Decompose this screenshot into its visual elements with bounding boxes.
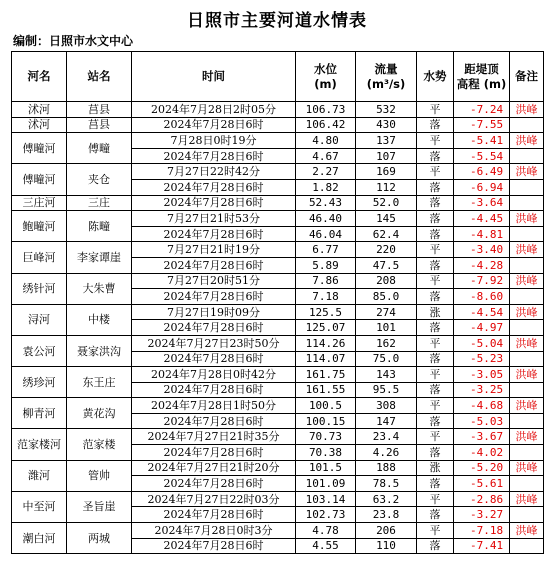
table-row (12, 460, 544, 476)
cell-note: 洪峰 (510, 273, 544, 289)
cell-trend: 平 (417, 491, 454, 507)
cell-trend: 落 (417, 226, 454, 242)
cell-trend: 落 (417, 195, 454, 211)
cell-time: 2024年7月27日21时20分 (132, 460, 296, 476)
cell-level: 1.82 (296, 179, 356, 195)
cell-level: 46.40 (296, 211, 356, 227)
cell-note: 洪峰 (510, 211, 544, 227)
cell-level: 4.55 (296, 538, 356, 554)
cell-flow: 23.4 (356, 429, 417, 445)
cell-distance: -7.18 (454, 523, 510, 539)
cell-time: 2024年7月28日1时50分 (132, 398, 296, 414)
cell-distance: -7.24 (454, 102, 510, 118)
cell-time: 2024年7月28日6时 (132, 226, 296, 242)
cell-note (510, 476, 544, 492)
cell-river: 绣珍河 (12, 367, 67, 398)
cell-distance: -5.23 (454, 351, 510, 367)
cell-time: 2024年7月27日21时35分 (132, 429, 296, 445)
cell-trend: 平 (417, 102, 454, 118)
cell-distance: -4.45 (454, 211, 510, 227)
cell-trend: 落 (417, 538, 454, 554)
cell-level: 4.80 (296, 133, 356, 149)
cell-flow: 110 (356, 538, 417, 554)
cell-note: 洪峰 (510, 398, 544, 414)
cell-note (510, 445, 544, 461)
cell-flow: 532 (356, 102, 417, 118)
cell-time: 7月27日21时19分 (132, 242, 296, 258)
cell-distance: -3.05 (454, 367, 510, 383)
cell-trend: 落 (417, 382, 454, 398)
cell-flow: 62.4 (356, 226, 417, 242)
cell-flow: 52.0 (356, 195, 417, 211)
header-flow (356, 52, 417, 102)
cell-note: 洪峰 (510, 304, 544, 320)
cell-note: 洪峰 (510, 335, 544, 351)
header-trend: 水势 (417, 52, 454, 102)
cell-time: 2024年7月28日0时42分 (132, 367, 296, 383)
table-row (12, 211, 544, 227)
cell-flow: 162 (356, 335, 417, 351)
cell-flow: 208 (356, 273, 417, 289)
compiler-label: 编制：日照市水文中心 (13, 34, 134, 48)
cell-trend: 落 (417, 413, 454, 429)
cell-distance: -7.55 (454, 117, 510, 133)
table-row (12, 335, 544, 351)
cell-river: 三庄河 (12, 195, 67, 211)
cell-distance: -7.41 (454, 538, 510, 554)
cell-level: 4.67 (296, 148, 356, 164)
cell-level: 7.86 (296, 273, 356, 289)
cell-time: 7月27日19时09分 (132, 304, 296, 320)
cell-station: 大朱曹 (67, 273, 132, 304)
cell-time: 2024年7月28日6时 (132, 320, 296, 336)
table-row (12, 304, 544, 320)
cell-distance: -4.28 (454, 257, 510, 273)
cell-level: 103.14 (296, 491, 356, 507)
cell-distance: -5.41 (454, 133, 510, 149)
table-row (12, 133, 544, 149)
cell-level: 114.26 (296, 335, 356, 351)
cell-time: 2024年7月27日23时50分 (132, 335, 296, 351)
table-row (12, 367, 544, 383)
table-row (12, 195, 544, 211)
cell-level: 125.07 (296, 320, 356, 336)
cell-time: 2024年7月28日6时 (132, 445, 296, 461)
cell-level: 4.78 (296, 523, 356, 539)
header-river: 河名 (12, 52, 67, 102)
cell-level: 7.18 (296, 289, 356, 305)
cell-distance: -6.49 (454, 164, 510, 180)
cell-distance: -8.60 (454, 289, 510, 305)
cell-note: 洪峰 (510, 429, 544, 445)
cell-note (510, 351, 544, 367)
cell-station: 陈疃 (67, 211, 132, 242)
cell-trend: 落 (417, 257, 454, 273)
cell-distance: -5.20 (454, 460, 510, 476)
table-row (12, 523, 544, 539)
cell-distance: -4.54 (454, 304, 510, 320)
table-row (12, 164, 544, 180)
cell-distance: -4.97 (454, 320, 510, 336)
cell-flow: 107 (356, 148, 417, 164)
cell-flow: 169 (356, 164, 417, 180)
cell-distance: -3.40 (454, 242, 510, 258)
cell-trend: 平 (417, 273, 454, 289)
table-row (12, 117, 544, 133)
cell-station: 三庄 (67, 195, 132, 211)
page-title: 日照市主要河道水情表 (187, 11, 367, 31)
cell-trend: 落 (417, 179, 454, 195)
cell-trend: 落 (417, 320, 454, 336)
header-level-line2: (m) (314, 76, 337, 91)
cell-level: 106.73 (296, 102, 356, 118)
cell-level: 102.73 (296, 507, 356, 523)
table-row (12, 273, 544, 289)
cell-flow: 4.26 (356, 445, 417, 461)
cell-level: 101.5 (296, 460, 356, 476)
cell-time: 7月27日22时42分 (132, 164, 296, 180)
cell-river: 范家楼河 (12, 429, 67, 460)
cell-station: 圣旨崖 (67, 491, 132, 522)
cell-flow: 143 (356, 367, 417, 383)
cell-flow: 188 (356, 460, 417, 476)
table-row (12, 429, 544, 445)
cell-note (510, 538, 544, 554)
header-note: 备注 (510, 52, 544, 102)
cell-river: 鲍疃河 (12, 211, 67, 242)
header-level (296, 52, 356, 102)
cell-time: 2024年7月28日6时 (132, 476, 296, 492)
cell-time: 2024年7月28日6时 (132, 507, 296, 523)
cell-station: 东王庄 (67, 367, 132, 398)
cell-level: 2.27 (296, 164, 356, 180)
cell-note: 洪峰 (510, 242, 544, 258)
cell-distance: -3.27 (454, 507, 510, 523)
cell-flow: 85.0 (356, 289, 417, 305)
cell-time: 7月27日21时53分 (132, 211, 296, 227)
cell-note: 洪峰 (510, 133, 544, 149)
table-row (12, 242, 544, 258)
cell-trend: 落 (417, 117, 454, 133)
cell-distance: -3.64 (454, 195, 510, 211)
cell-flow: 220 (356, 242, 417, 258)
cell-station: 莒县 (67, 117, 132, 133)
cell-level: 114.07 (296, 351, 356, 367)
cell-time: 2024年7月28日6时 (132, 289, 296, 305)
cell-time: 2024年7月28日6时 (132, 179, 296, 195)
cell-time: 2024年7月28日6时 (132, 117, 296, 133)
cell-time: 2024年7月28日6时 (132, 413, 296, 429)
cell-distance: -3.67 (454, 429, 510, 445)
cell-note (510, 195, 544, 211)
cell-note (510, 226, 544, 242)
cell-level: 5.89 (296, 257, 356, 273)
cell-flow: 23.8 (356, 507, 417, 523)
cell-river: 巨峰河 (12, 242, 67, 273)
cell-station: 范家楼 (67, 429, 132, 460)
cell-station: 傅疃 (67, 133, 132, 164)
header-time: 时间 (132, 52, 296, 102)
cell-flow: 95.5 (356, 382, 417, 398)
cell-time: 7月28日0时19分 (132, 133, 296, 149)
cell-trend: 落 (417, 289, 454, 305)
cell-note (510, 148, 544, 164)
cell-trend: 涨 (417, 304, 454, 320)
cell-time: 2024年7月28日6时 (132, 195, 296, 211)
cell-time: 2024年7月28日6时 (132, 148, 296, 164)
cell-time: 2024年7月28日6时 (132, 382, 296, 398)
cell-trend: 落 (417, 351, 454, 367)
cell-flow: 206 (356, 523, 417, 539)
cell-flow: 47.5 (356, 257, 417, 273)
cell-level: 161.55 (296, 382, 356, 398)
cell-note: 洪峰 (510, 523, 544, 539)
cell-flow: 75.0 (356, 351, 417, 367)
cell-trend: 涨 (417, 460, 454, 476)
cell-distance: -5.54 (454, 148, 510, 164)
cell-level: 70.73 (296, 429, 356, 445)
cell-station: 黄花沟 (67, 398, 132, 429)
table-header-row (12, 52, 544, 102)
cell-station: 聂家洪沟 (67, 335, 132, 366)
cell-river: 中至河 (12, 491, 67, 522)
cell-note (510, 507, 544, 523)
cell-level: 100.5 (296, 398, 356, 414)
cell-note (510, 382, 544, 398)
table-row (12, 102, 544, 118)
cell-river: 绣针河 (12, 273, 67, 304)
cell-note: 洪峰 (510, 367, 544, 383)
cell-time: 2024年7月27日22时03分 (132, 491, 296, 507)
cell-flow: 430 (356, 117, 417, 133)
cell-note (510, 257, 544, 273)
cell-flow: 112 (356, 179, 417, 195)
cell-trend: 平 (417, 398, 454, 414)
cell-distance: -5.61 (454, 476, 510, 492)
cell-time: 2024年7月28日0时3分 (132, 523, 296, 539)
cell-trend: 平 (417, 523, 454, 539)
cell-note (510, 320, 544, 336)
cell-river: 浔河 (12, 304, 67, 335)
cell-flow: 63.2 (356, 491, 417, 507)
cell-level: 101.09 (296, 476, 356, 492)
cell-station: 莒县 (67, 102, 132, 118)
header-station: 站名 (67, 52, 132, 102)
cell-level: 161.75 (296, 367, 356, 383)
header-distance (454, 52, 510, 102)
cell-trend: 落 (417, 211, 454, 227)
cell-time: 2024年7月28日6时 (132, 538, 296, 554)
cell-note (510, 289, 544, 305)
cell-note: 洪峰 (510, 491, 544, 507)
header-flow-line2: (m³/s) (366, 76, 406, 91)
cell-distance: -7.92 (454, 273, 510, 289)
cell-distance: -6.94 (454, 179, 510, 195)
cell-river: 傅疃河 (12, 164, 67, 195)
cell-level: 70.38 (296, 445, 356, 461)
cell-flow: 308 (356, 398, 417, 414)
cell-time: 2024年7月28日2时05分 (132, 102, 296, 118)
cell-river: 沭河 (12, 117, 67, 133)
table-row (12, 491, 544, 507)
cell-station: 李家谭崖 (67, 242, 132, 273)
cell-distance: -2.86 (454, 491, 510, 507)
cell-station: 夹仓 (67, 164, 132, 195)
table-row (12, 398, 544, 414)
cell-flow: 274 (356, 304, 417, 320)
cell-level: 6.77 (296, 242, 356, 258)
cell-level: 106.42 (296, 117, 356, 133)
cell-river: 潍河 (12, 460, 67, 491)
cell-trend: 落 (417, 148, 454, 164)
cell-note (510, 117, 544, 133)
cell-flow: 137 (356, 133, 417, 149)
cell-river: 潮白河 (12, 523, 67, 554)
cell-level: 125.5 (296, 304, 356, 320)
cell-trend: 平 (417, 164, 454, 180)
cell-time: 7月27日20时51分 (132, 273, 296, 289)
cell-trend: 平 (417, 133, 454, 149)
cell-river: 沭河 (12, 102, 67, 118)
water-level-table (11, 51, 544, 554)
cell-station: 两城 (67, 523, 132, 554)
cell-flow: 101 (356, 320, 417, 336)
cell-note: 洪峰 (510, 164, 544, 180)
cell-river: 袁公河 (12, 335, 67, 366)
cell-flow: 147 (356, 413, 417, 429)
cell-station: 管帅 (67, 460, 132, 491)
cell-trend: 落 (417, 476, 454, 492)
cell-river: 傅疃河 (12, 133, 67, 164)
header-flow-line1: 流量 (374, 62, 398, 77)
cell-level: 52.43 (296, 195, 356, 211)
cell-river: 柳青河 (12, 398, 67, 429)
cell-note (510, 179, 544, 195)
cell-station: 中楼 (67, 304, 132, 335)
header-distance-line2: 高程 (m) (456, 76, 507, 91)
table-body (12, 102, 544, 554)
cell-trend: 平 (417, 242, 454, 258)
cell-distance: -5.04 (454, 335, 510, 351)
cell-trend: 平 (417, 429, 454, 445)
cell-trend: 平 (417, 367, 454, 383)
cell-trend: 平 (417, 335, 454, 351)
header-distance-line1: 距堤顶 (464, 62, 499, 77)
cell-time: 2024年7月28日6时 (132, 257, 296, 273)
cell-trend: 落 (417, 507, 454, 523)
cell-trend: 落 (417, 445, 454, 461)
cell-level: 100.15 (296, 413, 356, 429)
cell-note: 洪峰 (510, 102, 544, 118)
cell-note: 洪峰 (510, 460, 544, 476)
cell-distance: -5.03 (454, 413, 510, 429)
cell-flow: 145 (356, 211, 417, 227)
cell-level: 46.04 (296, 226, 356, 242)
cell-distance: -4.02 (454, 445, 510, 461)
cell-time: 2024年7月28日6时 (132, 351, 296, 367)
cell-distance: -4.68 (454, 398, 510, 414)
cell-flow: 78.5 (356, 476, 417, 492)
cell-note (510, 413, 544, 429)
cell-distance: -3.25 (454, 382, 510, 398)
header-level-line1: 水位 (314, 62, 337, 77)
cell-distance: -4.81 (454, 226, 510, 242)
